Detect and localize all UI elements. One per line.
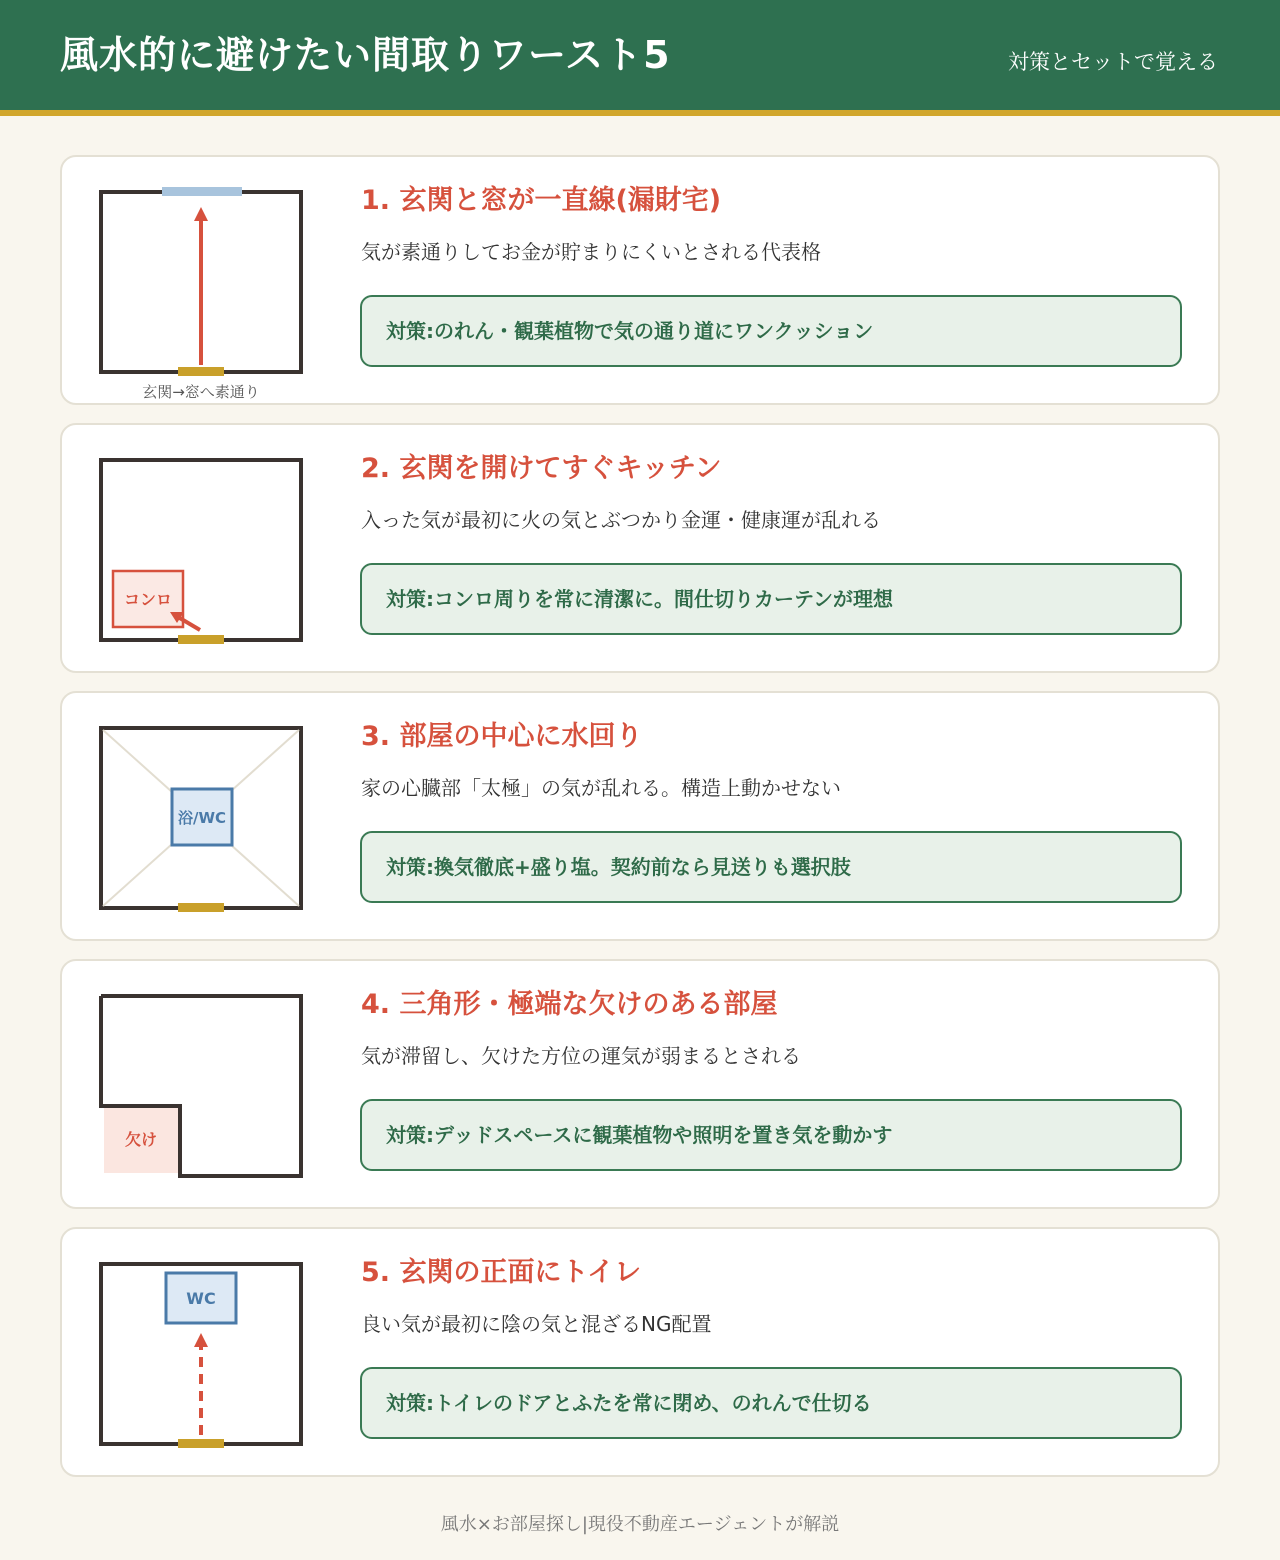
entrance-mark (178, 1439, 224, 1448)
missing-corner-label: 欠け (124, 1130, 158, 1149)
entrance-mark (178, 367, 224, 376)
header (0, 0, 1280, 116)
countermeasure-text: 対策:のれん・観葉植物で気の通り道にワンクッション (386, 319, 874, 343)
layout-card-3 (60, 691, 1220, 941)
countermeasure-text: 対策:デッドスペースに観葉植物や照明を置き気を動かす (386, 1123, 893, 1147)
card-description: 良い気が最初に陰の気と混ざるNG配置 (361, 1312, 712, 1336)
footer-credit: 風水×お部屋探し|現役不動産エージェントが解説 (440, 1514, 840, 1535)
countermeasure-box (360, 295, 1182, 367)
entrance-mark (178, 635, 224, 644)
countermeasure-text: 対策:トイレのドアとふたを常に閉め、のれんで仕切る (386, 1391, 872, 1415)
layout-card-2 (60, 423, 1220, 673)
page-subtitle: 対策とセットで覚える (1008, 50, 1218, 74)
countermeasure-box (360, 1367, 1182, 1439)
window-mark (162, 187, 242, 196)
countermeasure-text: 対策:コンロ周りを常に清潔に。間仕切りカーテンが理想 (386, 587, 893, 611)
floorplan-diagram-4 (98, 987, 306, 1209)
floorplan-diagram-3 (98, 719, 306, 941)
layout-card-5 (60, 1227, 1220, 1477)
entrance-mark (178, 903, 224, 912)
floorplan-diagram-2 (98, 451, 306, 673)
card-title: 2. 玄関を開けてすぐキッチン (361, 453, 722, 484)
countermeasure-box (360, 831, 1182, 903)
layout-card-4 (60, 959, 1220, 1209)
countermeasure-box (360, 563, 1182, 635)
water-area-label: 浴/WC (177, 809, 227, 827)
card-title: 3. 部屋の中心に水回り (361, 721, 643, 752)
card-title: 4. 三角形・極端な欠けのある部屋 (361, 989, 778, 1020)
countermeasure-box (360, 1099, 1182, 1171)
card-description: 気が滞留し、欠けた方位の運気が弱まるとされる (361, 1044, 801, 1068)
diagram-label: 玄関→窓へ素通り (142, 383, 260, 401)
card-description: 気が素通りしてお金が貯まりにくいとされる代表格 (361, 240, 821, 264)
countermeasure-text: 対策:換気徹底+盛り塩。契約前なら見送りも選択肢 (386, 855, 851, 879)
card-description: 入った気が最初に火の気とぶつかり金運・健康運が乱れる (361, 508, 881, 532)
card-title: 5. 玄関の正面にトイレ (361, 1257, 642, 1288)
card-description: 家の心臓部「太極」の気が乱れる。構造上動かせない (361, 776, 841, 800)
card-title: 1. 玄関と窓が一直線(漏財宅) (361, 185, 722, 216)
toilet-label: WC (186, 1289, 216, 1308)
layout-card-1 (60, 155, 1220, 405)
stove-label: コンロ (123, 590, 173, 609)
floorplan-diagram-5 (98, 1255, 306, 1477)
floorplan-diagram-1 (98, 183, 306, 405)
page-title: 風水的に避けたい間取りワースト5 (60, 33, 671, 77)
